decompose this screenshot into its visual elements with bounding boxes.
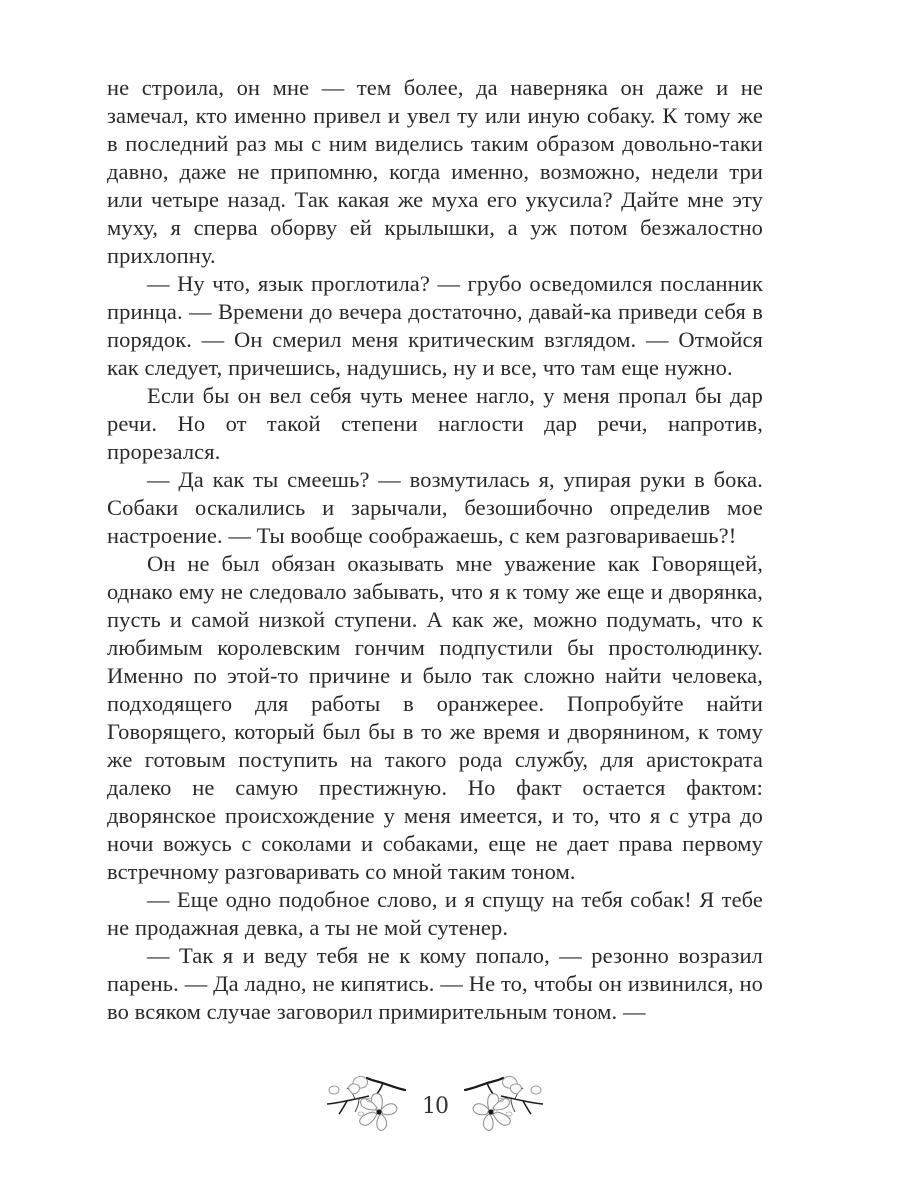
paragraph-2: — Ну что, язык проглотила? — грубо осведомился посланник принца. — Времени до вечера достаточно, давай-ка приведи себя в порядок. — Он смерил меня критическим взглядом. — Отмойся как следует, причешись, надушись, ну и все, что там еще нужно. [107,271,763,380]
page-number: 10 [422,1094,448,1119]
paragraph-4: — Да как ты смеешь? — возмутилась я, упирая руки в бока. Собаки оскалились и зарычали, безошибочно определив мое настроение. — Ты вообще соображаешь, с кем разговариваешь?! [107,467,763,548]
paragraph-6: — Еще одно подобное слово, и я спущу на тебя собак! Я тебе не продажная девка, а ты не мой сутенер. [107,887,763,940]
page-footer [0,1072,900,1142]
magnolia-branch-icon [325,1074,407,1140]
paragraph-7: — Так я и веду тебя не к кому попало, — резонно возразил парень. — Да ладно, не кипятись. — Не то, чтобы он извинился, но во всяком случае заговорил примирительным тоном. — [107,943,763,1024]
magnolia-branch-icon [463,1074,545,1140]
paragraph-5: Он не был обязан оказывать мне уважение как Говорящей, однако ему не следовало забывать, что я к тому же еще и дворянка, пусть и самой низкой ступени. А как же, можно подумать, что к любимым королевским гончим подпустили бы простолюдинку. Именно по этой-то причине и было так сложно найти человека, подходящего для работы в оранжерее. Попробуйте найти Говорящего, который был бы в то же время и дворянином, к тому же готовым поступить на такого рода службу, для аристократа далеко не самую престижную. Но факт остается фактом: дворянское происхождение у меня имеется, и то, что я с утра до ночи вожусь с соколами и собаками, еще не дает права первому встречному разговаривать со мной таким тоном. [107,551,763,884]
paragraph-3: Если бы он вел себя чуть менее нагло, у меня пропал бы дар речи. Но от такой степени наглости дар речи, напротив, прорезался. [107,383,763,464]
page-body [107,74,763,1026]
paragraph-1: не строила, он мне — тем более, да наверняка он даже и не замечал, кто именно привел и увел ту или иную собаку. К тому же в последний раз мы с ним виделись таким образом довольно-таки давно, даже не припомню, когда именно, возможно, недели три или четыре назад. Так какая же муха его укусила? Дайте мне эту муху, я сперва оборву ей крылышки, а уж потом безжалостно прихлопну. [107,75,763,268]
